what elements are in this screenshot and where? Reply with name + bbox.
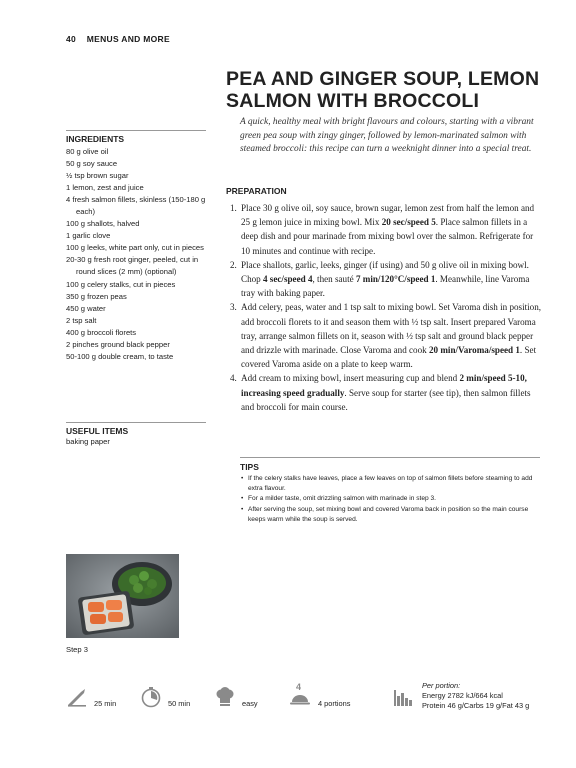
ingredient-item: 20-30 g fresh root ginger, peeled, cut in round slices (2 mm) (optional) bbox=[66, 255, 199, 277]
knife-icon bbox=[66, 686, 88, 708]
ingredient-item: 4 fresh salmon fillets, skinless (150-180 g each) bbox=[66, 195, 206, 217]
tips-list bbox=[240, 474, 540, 525]
step-setting: 2 min/speed 5-10, increasing speed gradually bbox=[241, 373, 527, 398]
tip-item: • If the celery stalks have leaves, place a few leaves on top of salmon fillets before steaming to add extra flavour. bbox=[240, 474, 540, 494]
step-setting: 4 sec/speed 4 bbox=[262, 274, 313, 285]
ingredient-item: 100 g leeks, white part only, cut in pieces bbox=[66, 243, 204, 253]
total-time bbox=[140, 686, 190, 708]
step-text: , then sauté bbox=[312, 274, 356, 285]
preparation-steps bbox=[226, 201, 544, 414]
photo-caption: Step 3 bbox=[66, 645, 88, 654]
ingredient-item: 1 lemon, zest and juice bbox=[66, 183, 144, 193]
divider bbox=[66, 422, 206, 423]
page-number: 40 bbox=[66, 34, 77, 44]
ingredient-item: 2 pinches ground black pepper bbox=[66, 339, 170, 349]
useful-items-text: baking paper bbox=[66, 437, 110, 446]
step-setting: 7 min/120°C/speed 1 bbox=[355, 274, 436, 285]
step-text: Add celery, peas, water and 1 tsp salt to mixing bowl. Set Varoma dish in position, add broccoli florets to it and season them with ½ tsp salt. Insert prepared Varoma tray, arrange salmon fillets on it, season with ½ tsp salt and ground black pepper and drizzle with marinade. Close Varoma and cook bbox=[241, 302, 542, 356]
recipe-title-line2: SALMON WITH BROCCOLI bbox=[226, 90, 480, 112]
step-setting: 20 min/Varoma/speed 1 bbox=[428, 345, 520, 356]
page-header bbox=[66, 34, 170, 44]
step-3-photo bbox=[66, 554, 179, 638]
step-text: . Set covered Varoma aside on a plate to keep warm. bbox=[241, 345, 537, 370]
preparation-step bbox=[226, 258, 544, 301]
ingredient-item: 50 g soy sauce bbox=[66, 159, 118, 169]
step-number: 4. bbox=[230, 373, 237, 384]
energy-text: Energy 2782 kJ/664 kcal bbox=[422, 691, 503, 701]
step-setting: 20 sec/speed 5 bbox=[381, 217, 436, 228]
step-text: . Place salmon fillets in a deep dish and pour marinade from mixing bowl over the salmon. Refrigerate for 10 minutes and continue with recipe. bbox=[241, 217, 534, 256]
ingredient-item: 50-100 g double cream, to taste bbox=[66, 351, 174, 361]
servings-number: 4 bbox=[296, 682, 302, 692]
step-number: 2. bbox=[230, 259, 237, 270]
ingredient-item: 2 tsp salt bbox=[66, 315, 97, 325]
section-title: MENUS AND MORE bbox=[86, 34, 170, 44]
plate-icon bbox=[288, 684, 312, 708]
ingredient-item: 400 g broccoli florets bbox=[66, 327, 137, 337]
preparation-step bbox=[226, 371, 544, 414]
useful-items-heading: USEFUL ITEMS bbox=[66, 426, 129, 436]
ingredients-list bbox=[66, 146, 206, 363]
step-text: . Serve soup for starter (see tip), then salmon fillets and broccoli for main course. bbox=[241, 387, 531, 412]
ingredient-item: 100 g celery stalks, cut in pieces bbox=[66, 279, 176, 289]
tips-heading: TIPS bbox=[240, 462, 259, 472]
total-time-text: 50 min bbox=[168, 699, 191, 708]
step-text: Place shallots, garlic, leeks, ginger (if using) and 50 g olive oil in mixing bowl. Chop bbox=[241, 259, 529, 285]
recipe-title-line1: PEA AND GINGER SOUP, LEMON bbox=[226, 68, 540, 90]
recipe-title bbox=[226, 68, 556, 112]
divider bbox=[66, 130, 206, 131]
step-number: 1. bbox=[230, 203, 237, 213]
tips-box bbox=[240, 457, 540, 525]
step-text: Add cream to mixing bowl, insert measuring cup and blend bbox=[241, 373, 460, 384]
nutrition-info bbox=[422, 681, 529, 712]
tip-item: • After serving the soup, set mixing bowl and covered Varoma back in position so the main course keeps warm while the soup is served. bbox=[240, 505, 540, 525]
step-number: 3. bbox=[230, 302, 237, 313]
clock-icon bbox=[140, 686, 162, 708]
prep-time bbox=[66, 686, 116, 708]
preparation-step bbox=[226, 201, 544, 258]
ingredient-item: ½ tsp brown sugar bbox=[66, 171, 129, 181]
ingredients-heading: INGREDIENTS bbox=[66, 134, 125, 144]
step-text: . Meanwhile, line Varoma tray with baking paper. bbox=[241, 274, 530, 299]
ingredient-item: 450 g water bbox=[66, 303, 106, 313]
step-text: Place 30 g olive oil, soy sauce, brown sugar, lemon zest from half the lemon and 25 g lemon juice in mixing bowl. Mix bbox=[241, 203, 535, 228]
ingredient-item: 1 garlic clove bbox=[66, 231, 111, 241]
tip-item: • For a milder taste, omit drizzling salmon with marinade in step 3. bbox=[240, 494, 540, 504]
ingredients-section bbox=[66, 130, 206, 363]
ingredient-item: 100 g shallots, halved bbox=[66, 219, 140, 229]
servings bbox=[288, 684, 350, 708]
ingredient-item: 80 g olive oil bbox=[66, 147, 109, 156]
ingredient-item: 350 g frozen peas bbox=[66, 291, 127, 301]
bar-chart-icon bbox=[392, 686, 414, 708]
preparation-heading: PREPARATION bbox=[226, 186, 287, 196]
difficulty bbox=[214, 686, 258, 708]
difficulty-text: easy bbox=[242, 699, 258, 708]
nutrition-icon-wrap bbox=[392, 686, 414, 708]
macros-text: Protein 46 g/Carbs 19 g/Fat 43 g bbox=[422, 701, 530, 711]
photo-illustration bbox=[66, 554, 179, 638]
recipe-intro: A quick, healthy meal with bright flavours and colours, starting with a vibrant green pea soup with zingy ginger, followed by lemon-marinated salmon with steamed broccoli: this recipe can turn a weeknight dinner into a special treat. bbox=[240, 117, 534, 155]
chef-hat-icon bbox=[214, 686, 236, 708]
servings-text: 4 portions bbox=[318, 699, 351, 708]
prep-time-text: 25 min bbox=[94, 699, 117, 708]
per-portion-label: Per portion: bbox=[422, 681, 461, 690]
useful-items-section bbox=[66, 422, 206, 446]
preparation-step bbox=[226, 300, 544, 371]
